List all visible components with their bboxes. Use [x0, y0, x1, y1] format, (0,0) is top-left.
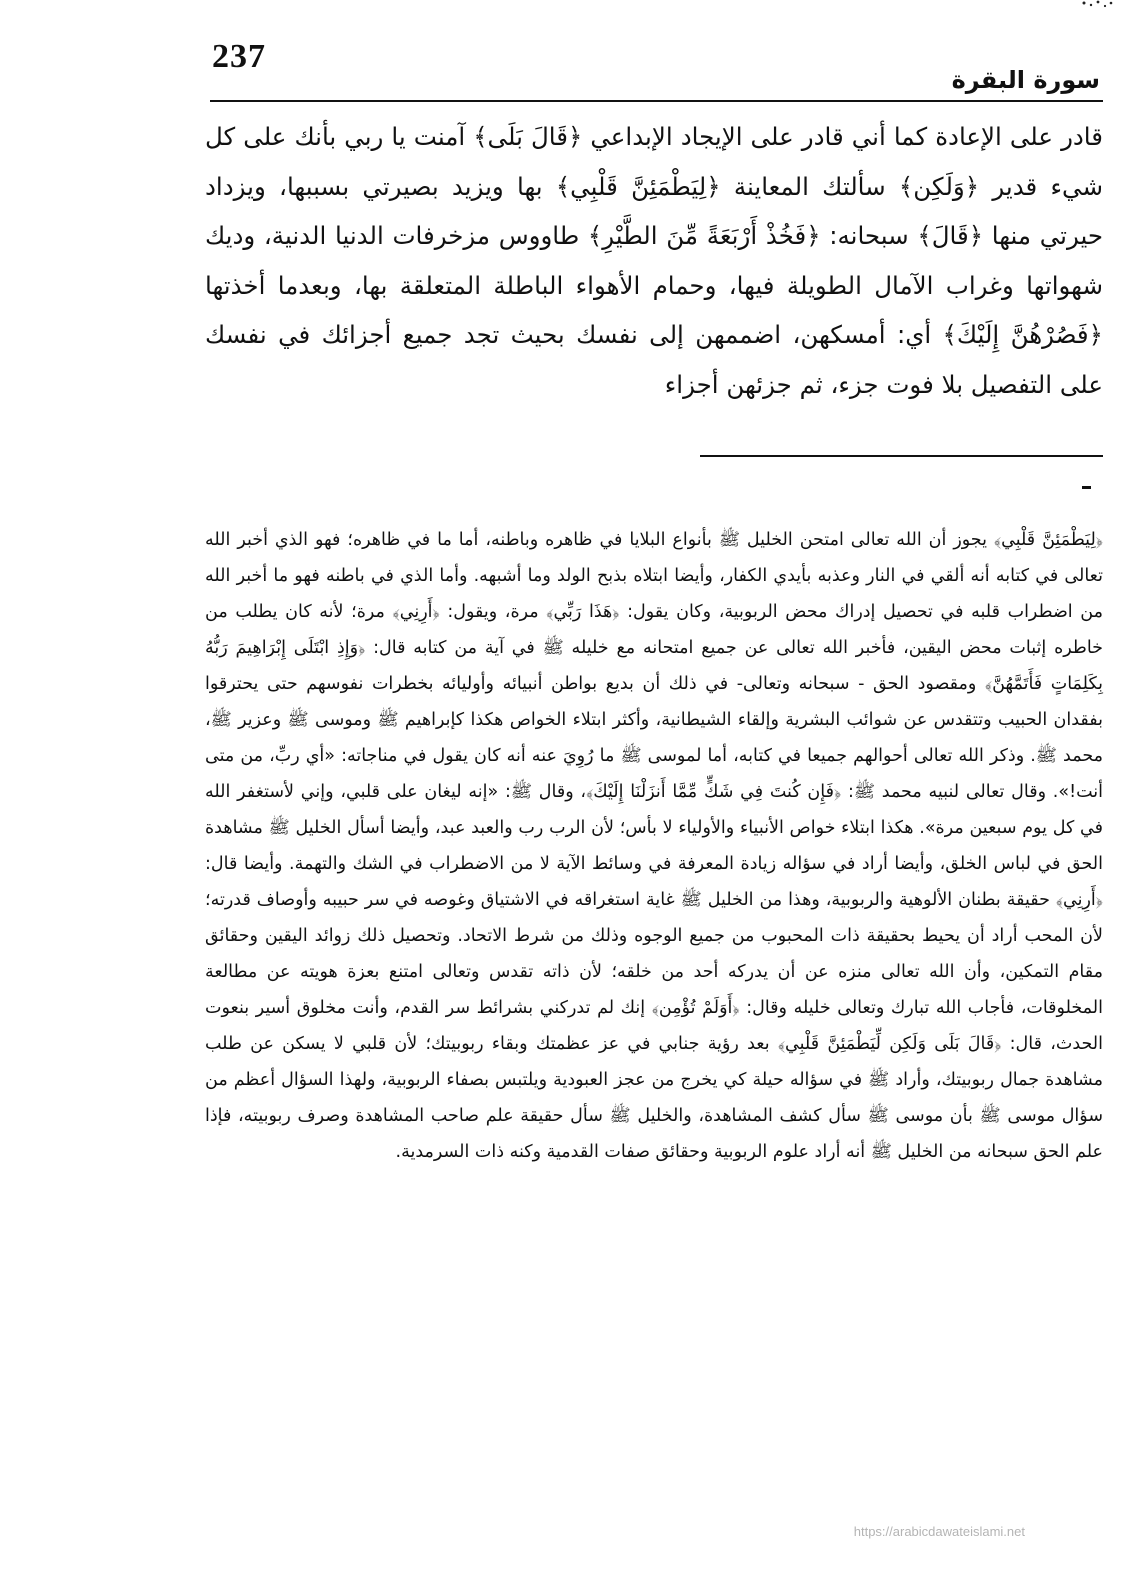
main-paragraph: قادر على الإعادة كما أني قادر على الإيجاد الإبداعي ﴿قَالَ بَلَى﴾ آمنت يا ربي بأنك على كل شيء قدير ﴿وَلَكِن﴾ سألتك المعاينة ﴿لِيَطْمَئِنَّ قَلْبِي﴾ بها ويزيد بصيرتي بسببها، ويزداد حيرتي منها ﴿قَالَ﴾ سبحانه: ﴿فَخُذْ أَرْبَعَةً مِّنَ الطَّيْرِ﴾ طاووس مزخرفات الدنيا الدنية، وديك شهواتها وغراب الآمال الطويلة فيها، وحمام الأهواء الباطلة المتعلقة بها، وبعدما أخذتها ﴿فَصُرْهُنَّ إِلَيْكَ﴾ أي: أمسكهن، اضممهن إلى نفسك بحيث تجد جميع أجزائك في نفسك على التفصيل بلا فوت جزء، ثم جزئهن أجزاء	[205, 122, 1103, 399]
scan-noise-mark	[1080, 0, 1116, 10]
footnote-paragraph: ﴿لِيَطْمَئِنَّ قَلْبِي﴾ يجوز أن الله تعالى امتحن الخليل ﷺ بأنواع البلايا في ظاهره وباطنه، أما ما في ظاهره؛ فهو الذي أخبر الله تعالى في كتابه أنه ألقي في النار وعذبه بأيدي الكفار، وأيضا ابتلاه بذبح الولد وما أشبهه. وأما الذي في باطنه فهو ما أخبر الله من اضطراب قلبه في تحصيل إدراك محض الربوبية، وكان يقول: ﴿هَذَا رَبِّي﴾ مرة، ويقول: ﴿أَرِنِي﴾ مرة؛ لأنه كان يطلب من خاطره إثبات محض اليقين، فأخبر الله تعالى عن جميع امتحانه مع خليله ﷺ في آية من كتابه قال: ﴿وَإِذِ ابْتَلَى إِبْرَاهِيمَ رَبُّهُ بِكَلِمَاتٍ فَأَتَمَّهُنَّ﴾ ومقصود الحق - سبحانه وتعالى- في ذلك أن بديع بواطن أنبيائه وأوليائه بخطرات نفوسهم حتى يحترقوا بفقدان الحبيب وتتقدس عن شوائب البشرية وإلقاء الشيطانية، وأكثر ابتلاء الخواص هكذا كإبراهيم ﷺ وموسى ﷺ وعزير ﷺ، محمد ﷺ. وذكر الله تعالى أحوالهم جميعا في كتابه، أما لموسى ﷺ ما رُوِيَ عنه أنه كان يقول في مناجاته: «أي ربِّ، من متى أنت!». وقال تعالى لنبيه محمد ﷺ: ﴿فَإِن كُنتَ فِي شَكٍّ مِّمَّا أَنزَلْنَا إِلَيْكَ﴾، وقال ﷺ: «إنه ليغان على قلبي، وإني لأستغفر الله في كل يوم سبعين مرة». هكذا ابتلاء خواص الأنبياء والأولياء لا بأس؛ لأن الرب رب والعبد عبد، وأيضا أسأل الخليل ﷺ مشاهدة الحق في لباس الخلق، وأيضا أراد في سؤاله زيادة المعرفة في وسائط الآية لا من الاضطراب في الشك والتهمة. وأيضا قال: ﴿أَرِنِي﴾ حقيقة بطنان الألوهية والربوبية، وهذا من الخليل ﷺ غاية استغراقه في الاشتياق وغوصه في سر حبيبه وأوصاف قدرته؛ لأن المحب أراد أن يحيط بحقيقة ذات المحبوب من جميع الوجوه وذلك من شرط الاتحاد. وتحصيل ذلك زوائد اليقين وحقائق مقام التمكين، وأن الله تعالى منزه عن أن يدركه أحد من خلقه؛ لأن ذاته تقدس وتعالى امتنع بعزة هويته عن مطالعة المخلوقات، فأجاب الله تبارك وتعالى خليله وقال: ﴿أَوَلَمْ تُؤْمِن﴾ إنك لم تدركني بشرائط سر القدم، وأنت مخلوق أسير بنعوت الحدث، قال: ﴿قَالَ بَلَى وَلَكِن لِّيَطْمَئِنَّ قَلْبِي﴾ بعد رؤية جنابي في عز عظمتك وبقاء ربوبيتك؛ لأن قلبي لا يسكن عن طلب مشاهدة جمال ربوبيتك، وأراد ﷺ في سؤاله حيلة كي يخرج من عجز العبودية ويلتبس بصفاء الربوبية، ولهذا السؤال أعظم من سؤال موسى ﷺ بأن موسى ﷺ سأل كشف المشاهدة، والخليل ﷺ سأل حقيقة علم صاحب المشاهدة وصرف ربوبيته، فإذا علم الحق سبحانه من الخليل ﷺ أنه أراد علوم الربوبية وحقائق صفات القدمية وكنه ذات السرمدية.	[205, 530, 1103, 1162]
main-body-text	[205, 112, 1103, 409]
footnote-divider	[700, 455, 1103, 457]
footnote-commentary	[205, 522, 1103, 1170]
watermark-url: https://arabicdawateislami.net	[853, 1524, 1025, 1539]
running-header-title: سورة البقرة	[951, 66, 1100, 94]
page-number: 237	[212, 38, 266, 75]
header-divider	[210, 100, 1103, 102]
margin-mark	[1082, 486, 1091, 489]
